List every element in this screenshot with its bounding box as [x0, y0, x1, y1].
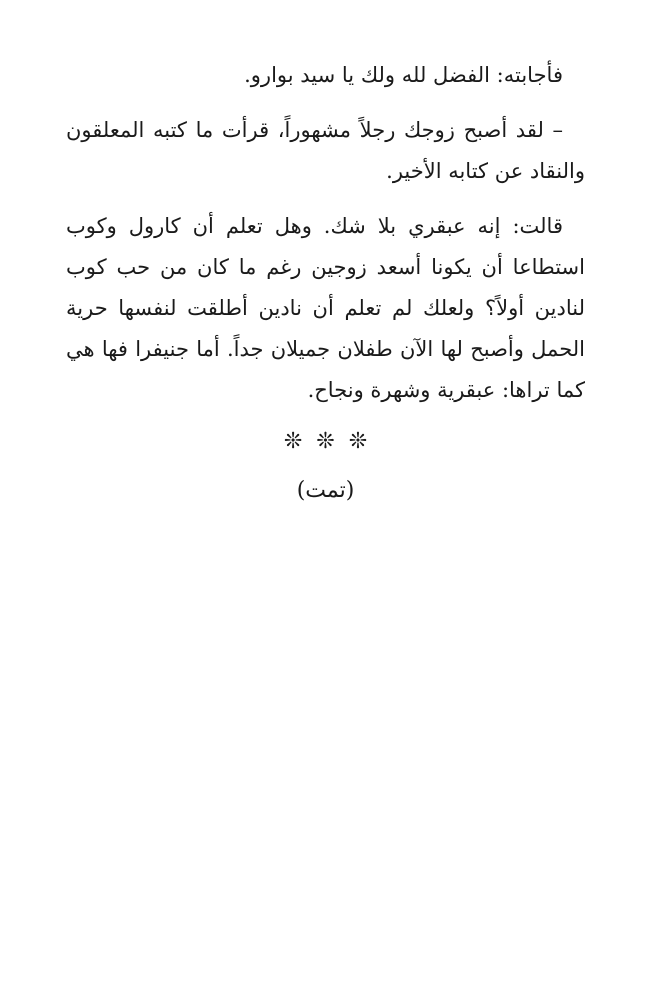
book-page: [66, 55, 585, 509]
paragraph-poirot-reply: فأجابته: الفضل لله ولك يا سيد بوارو.: [244, 63, 563, 87]
asterism-icon: ❊: [348, 429, 382, 454]
end-mark: (تمت): [296, 478, 355, 503]
asterism-icon: ❊: [316, 429, 349, 454]
paragraph-famous-husband: – لقد أصبح زوجك رجلاً مشهوراً، قرأت ما كتبه المعلقون والنقاد عن كتابه الأخير.: [66, 118, 585, 183]
asterism-icon: ❊: [283, 429, 317, 454]
paragraph-genius-story: قالت: إنه عبقري بلا شك. وهل تعلم أن كارول وكوب استطاعا أن يكونا أسعد زوجين رغم ما كان من حب كوب لنادين أولاً؟ ولعلك لم تعلم أن نادين أطلقت لنفسها حرية الحمل وأصبح لها الآن طفلان جميلان جداً. أما جنيفرا فها هي كما تراها: عبقرية وشهرة ونجاح.: [66, 214, 585, 402]
section-separator: [66, 425, 585, 459]
